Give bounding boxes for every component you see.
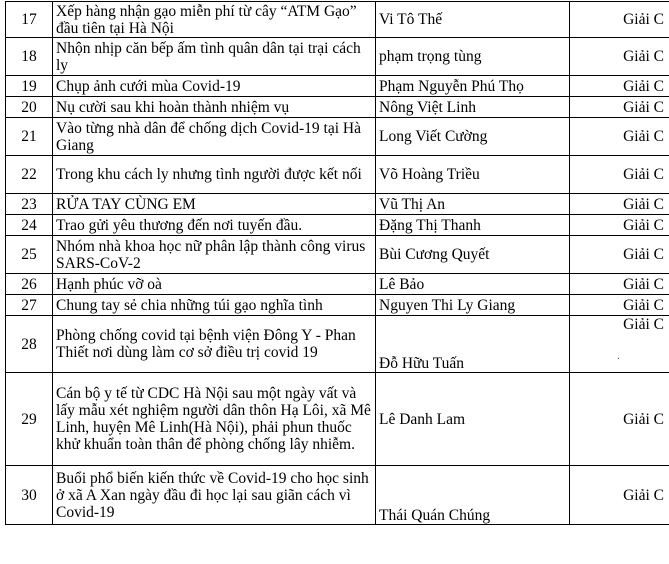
stray-mark: . [617,351,620,362]
photo-title: Xếp hàng nhận gạo miễn phí từ cây “ATM Gạo” đầu tiên tại Hà Nội [53,2,376,38]
photo-title: Phòng chống covid tại bệnh viện Đông Y - Phan Thiết nơi dùng làm cơ sở điều trị covid 19 [53,316,376,373]
prize-level: Giải C [570,118,669,156]
table-row [6,2,669,38]
table-row [6,38,669,76]
prize-level: Giải C [570,295,669,316]
photo-title: Trao gửi yêu thương đến nơi tuyến đầu. [53,215,376,236]
row-number: 29 [6,373,53,466]
table-row [6,316,669,373]
prize-level: Giải C [570,274,669,295]
row-number: 24 [6,215,53,236]
row-number: 22 [6,156,53,194]
row-number: 23 [6,194,53,215]
row-number: 19 [6,76,53,97]
table-row [6,156,669,194]
photo-title: Buổi phổ biến kiến thức về Covid-19 cho học sinh ở xã A Xan ngày đầu đi học lại sau giãn cách vì Covid-19 [53,466,376,525]
row-number: 25 [6,236,53,274]
photo-title: Trong khu cách ly nhưng tình người được kết nối [53,156,376,194]
table-row [6,76,669,97]
author-name: Lê Bảo [376,274,570,295]
row-number: 28 [6,316,53,373]
prize-level: Giải C [570,194,669,215]
photo-title: Chụp ảnh cưới mùa Covid-19 [53,76,376,97]
photo-title: Chung tay sẻ chia những túi gạo nghĩa tình [53,295,376,316]
author-name: Thái Quán Chúng [376,466,570,525]
table-row [6,194,669,215]
results-table-sheet [5,1,663,525]
table-row [6,236,669,274]
table-row [6,466,669,525]
table-row [6,118,669,156]
author-name: Võ Hoàng Triều [376,156,570,194]
photo-title: Hạnh phúc vỡ oà [53,274,376,295]
photo-title: Nhộn nhịp căn bếp ấm tình quân dân tại trại cách ly [53,38,376,76]
author-name: Bùi Cương Quyết [376,236,570,274]
row-number: 17 [6,2,53,38]
author-name: Phạm Nguyễn Phú Thọ [376,76,570,97]
prize-level: Giải C [570,373,669,466]
author-name: Nguyen Thi Ly Giang [376,295,570,316]
table-row [6,215,669,236]
row-number: 27 [6,295,53,316]
photo-title: Vào từng nhà dân để chống dịch Covid-19 tại Hà Giang [53,118,376,156]
author-name: Đỗ Hữu Tuấn [376,316,570,373]
prize-level: Giải C [570,215,669,236]
prize-level: Giải C [570,156,669,194]
table-row [6,373,669,466]
row-number: 18 [6,38,53,76]
table-row [6,274,669,295]
row-number: 26 [6,274,53,295]
author-name: phạm trọng tùng [376,38,570,76]
prize-level: Giải C [623,316,664,333]
table-row [6,295,669,316]
prize-level: Giải C [570,2,669,38]
photo-title: Cán bộ y tế từ CDC Hà Nội sau một ngày vất và lấy mẫu xét nghiệm người dân thôn Hạ Lôi, xã Mê Linh, huyện Mê Linh(Hà Nội), phải phun thuốc khử khuẩn toàn thân để phòng chống lây nhiễm. [53,373,376,466]
prize-level: Giải C [570,38,669,76]
results-table [5,1,669,525]
author-name: Long Viết Cường [376,118,570,156]
author-name: Nông Việt Linh [376,97,570,118]
author-name: Đặng Thị Thanh [376,215,570,236]
author-name: Lê Danh Lam [376,373,570,466]
prize-level-cell [570,316,669,373]
row-number: 21 [6,118,53,156]
prize-level: Giải C [570,466,669,525]
prize-level: Giải C [570,236,669,274]
author-name: Vũ Thị An [376,194,570,215]
row-number: 20 [6,97,53,118]
prize-level: Giải C [570,97,669,118]
table-row [6,97,669,118]
photo-title: Nụ cười sau khi hoàn thành nhiệm vụ [53,97,376,118]
photo-title: Nhóm nhà khoa học nữ phân lập thành công virus SARS-CoV-2 [53,236,376,274]
author-name: Vi Tô Thế [376,2,570,38]
photo-title: RỬA TAY CÙNG EM [53,194,376,215]
row-number: 30 [6,466,53,525]
prize-level: Giải C [570,76,669,97]
